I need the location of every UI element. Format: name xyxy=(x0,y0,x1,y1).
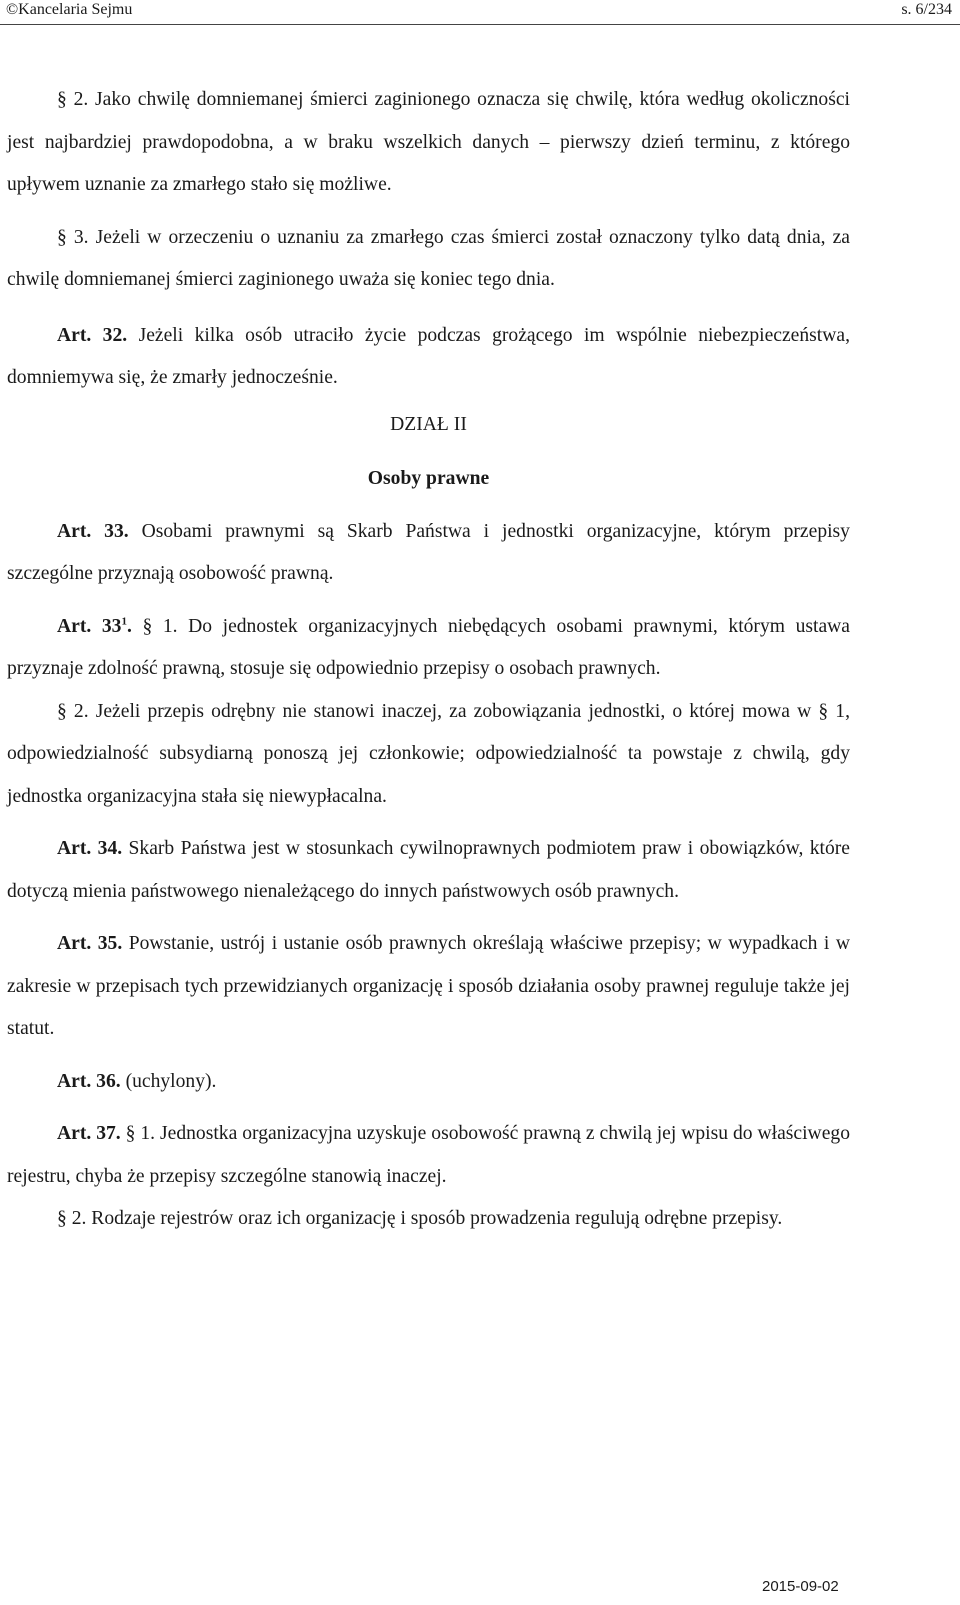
article-34-text: Skarb Państwa jest w stosunkach cywilnoprawnych podmiotem praw i obowiązków, które dotyczą mienia państwowego nienależącego do innych państwowych osób prawnych. xyxy=(7,838,850,902)
footer-date: 2015-09-02 xyxy=(762,1578,839,1595)
article-36-text: (uchylony). xyxy=(120,1070,217,1092)
section-title: Osoby prawne xyxy=(367,468,490,489)
article-36-label: Art. 36. xyxy=(57,1070,121,1092)
article-33-1-label-main: Art. 33 xyxy=(57,615,122,637)
article-37-text: § 1. Jednostka organizacyjna uzyskuje osobowość prawną z chwilą jej wpisu do właściwego rejestru, chyba że przepisy szczególne stanowią inaczej. xyxy=(7,1123,850,1187)
article-33-1-label xyxy=(57,616,132,637)
paragraph-33-1-par2: § 2. Jeżeli przepis odrębny nie stanowi inaczej, za zobowiązania jednostki, o której mowa w § 1, odpowiedzialność subsydiarną ponoszą jej członkowie; odpowiedzialność ta powstaje z chwilą, gdy jednostka organizacyjna stała się niewypłacalna. xyxy=(7,700,850,807)
article-33-text: Osobami prawnymi są Skarb Państwa i jednostki organizacyjne, którym przepisy szczególne przyznają osobowość prawną. xyxy=(7,520,850,584)
article-35-text: Powstanie, ustrój i ustanie osób prawnych określają właściwe przepisy; w wypadkach i w zakresie w przepisach tych przewidzianych organizację i sposób działania osoby prawnej reguluje także jej statut. xyxy=(7,933,850,1039)
article-35 xyxy=(7,923,850,1051)
article-32-text: Jeżeli kilka osób utraciło życie podczas grożącego im wspólnie niebezpieczeństwa, domniemywa się, że zmarły jednocześnie. xyxy=(7,324,850,388)
article-33-1-label-dot: . xyxy=(126,615,132,637)
header-divider xyxy=(0,24,960,25)
article-36 xyxy=(7,1061,850,1104)
article-37-label: Art. 37. xyxy=(57,1123,121,1144)
header-copyright: ©Kancelaria Sejmu xyxy=(6,1,133,18)
article-35-label: Art. 35. xyxy=(57,933,123,954)
paragraph-par3: § 3. Jeżeli w orzeczeniu o uznaniu za zmarłego czas śmierci został oznaczony tylko datą dnia, za chwilę domniemanej śmierci zaginionego uważa się koniec tego dnia. xyxy=(7,226,850,290)
article-32-label: Art. 32. xyxy=(57,324,128,346)
document-body xyxy=(7,79,850,1241)
article-34-label: Art. 34. xyxy=(57,838,123,859)
article-33-label: Art. 33. xyxy=(57,520,129,542)
article-33-1 xyxy=(7,606,850,691)
article-33-1-superscript: 1 xyxy=(121,614,127,627)
article-33-1-text: § 1. Do jednostek organizacyjnych niebędących osobami prawnymi, którym ustawa przyznaje zdolność prawną, stosuje się odpowiednio przepisy o osobach prawnych. xyxy=(7,615,850,679)
article-37 xyxy=(7,1113,850,1198)
paragraph-par2: § 2. Jako chwilę domniemanej śmierci zaginionego oznacza się chwilę, która według okoliczności jest najbardziej prawdopodobna, a w braku wszelkich danych – pierwszy dzień terminu, z którego upływem uznanie za zmarłego stało się możliwe. xyxy=(7,89,850,195)
section-heading: DZIAŁ II xyxy=(390,413,467,435)
paragraph-37-par2: § 2. Rodzaje rejestrów oraz ich organizację i sposób prowadzenia regulują odrębne przepisy. xyxy=(57,1208,783,1229)
article-32 xyxy=(7,315,850,400)
article-33 xyxy=(7,511,850,596)
header-page-number: s. 6/234 xyxy=(901,1,952,18)
article-34 xyxy=(7,828,850,913)
page-header xyxy=(6,0,952,24)
